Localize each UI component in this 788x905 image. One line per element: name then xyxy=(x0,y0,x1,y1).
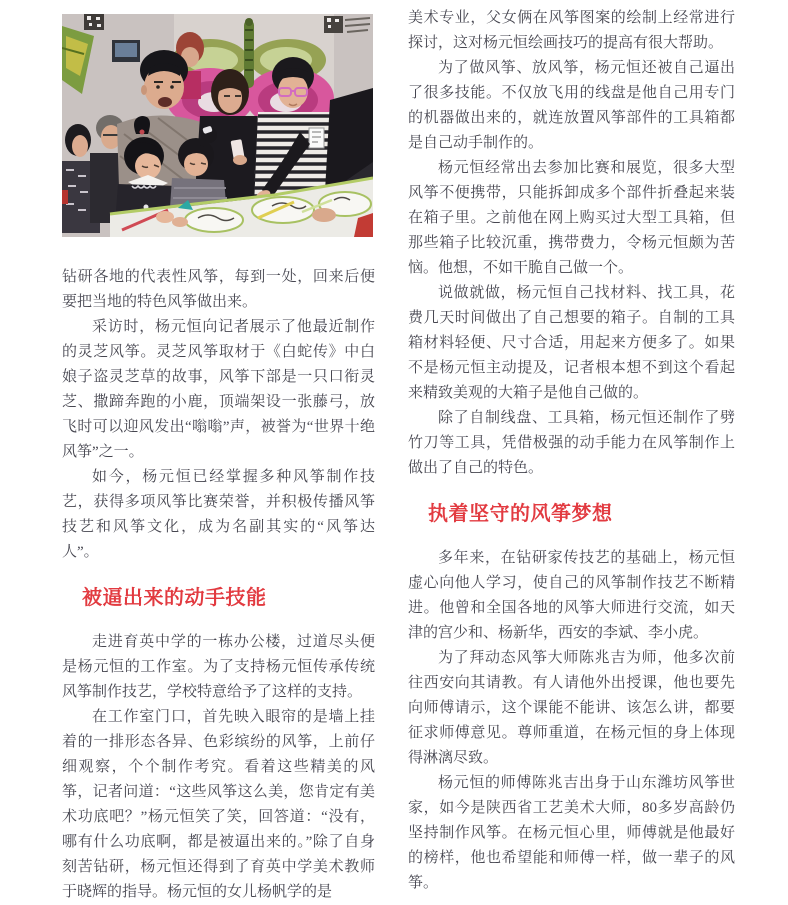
paragraph: 采访时，杨元恒向记者展示了他最近制作的灵芝风筝。灵芝风筝取材于《白蛇传》中白娘子盗灵芝草的故事，风筝下部是一只口衔灵芝、撒蹄奔跑的小鹿，顶端架设一张藤弓，放飞时可以迎风发出“嗡嗡”声，被誉为“世界十绝风筝”之一。 xyxy=(62,319,375,460)
paragraph: 在工作室门口，首先映入眼帘的是墙上挂着的一排形态各异、色彩缤纷的风筝，上前仔细观察，个个制作考究。看着这些精美的风筝，记者问道：“这些风筝这么美，您肯定有美术功底吧？”杨元恒笑了笑，回答道：“没有，哪有什么功底啊，都是被逼出来的。”除了自身刻苦钻研，杨元恒还得到了育英中学美术教师于晓辉的指导。杨元恒的女儿杨帆学的是 xyxy=(62,709,375,900)
kite-workshop-photo xyxy=(62,14,373,237)
paragraph: 多年来，在钻研家传技艺的基础上，杨元恒虚心向他人学习，使自己的风筝制作技艺不断精进。他曾和全国各地的风筝大师进行交流，如天津的宫少和、杨新华，西安的李斌、李小虎。 xyxy=(408,550,735,641)
paragraph: 杨元恒经常出去参加比赛和展览，很多大型风筝不便携带，只能拆卸成多个部件折叠起来装在箱子里。之前他在网上购买过大型工具箱，但那些箱子比较沉重，携带费力，令杨元恒颇为苦恼。他想，不如干脆自己做一个。 xyxy=(408,160,735,276)
paragraph: 如今，杨元恒已经掌握多种风筝制作技艺，获得多项风筝比赛荣誉，并积极传播风筝技艺和风筝文化，成为名副其实的“风筝达人”。 xyxy=(62,469,375,560)
tv-screen xyxy=(112,40,140,62)
paragraph: 说做就做，杨元恒自己找材料、找工具，花费几天时间做出了自己想要的箱子。自制的工具箱材料轻便、尺寸合适，用起来方便多了。如果不是杨元恒主动提及，记者根本想不到这个看起来精致美观的大箱子是他自己做的。 xyxy=(408,285,735,401)
right-column xyxy=(408,6,735,896)
left-column xyxy=(62,14,375,905)
paragraph: 美术专业，父女俩在风筝图案的绘制上经常进行探讨，这对杨元恒绘画技巧的提高有很大帮助。 xyxy=(408,10,735,51)
section-heading-left: 被逼出来的动手技能 xyxy=(82,587,267,609)
paragraph: 钻研各地的代表性风筝，每到一处，回来后便要把当地的特色风筝做出来。 xyxy=(62,269,375,310)
section-heading-right: 执着坚守的风筝梦想 xyxy=(428,503,613,525)
paragraph: 除了自制线盘、工具箱，杨元恒还制作了劈竹刀等工具，凭借极强的动手能力在风筝制作上做出了自己的特色。 xyxy=(408,410,735,476)
qr-code-left xyxy=(84,14,104,30)
paragraph: 杨元恒的师傅陈兆吉出身于山东潍坊风筝世家，如今是陕西省工艺美术大师，80多岁高龄仍坚持制作风筝。在杨元恒心里，师傅就是他最好的榜样，他也希望能和师傅一样，做一辈子的风筝。 xyxy=(408,775,735,891)
paragraph: 为了做风筝、放风筝，杨元恒还被自己逼出了很多技能。不仅放飞用的线盘是他自己用专门的机器做出来的，就连放置风筝部件的工具箱都是自己动手制作的。 xyxy=(408,60,735,151)
paragraph: 走进育英中学的一栋办公楼，过道尽头便是杨元恒的工作室。为了支持杨元恒传承传统风筝制作技艺，学校特意给予了这样的支持。 xyxy=(62,634,375,700)
article-photo xyxy=(62,14,373,237)
paragraph: 为了拜动态风筝大师陈兆吉为师，他多次前往西安向其请教。有人请他外出授课，他也要先向师傅请示，这个课能不能讲、该怎么讲，都要征求师傅意见。尊师重道，在杨元恒的身上体现得淋漓尽致。 xyxy=(408,650,735,766)
